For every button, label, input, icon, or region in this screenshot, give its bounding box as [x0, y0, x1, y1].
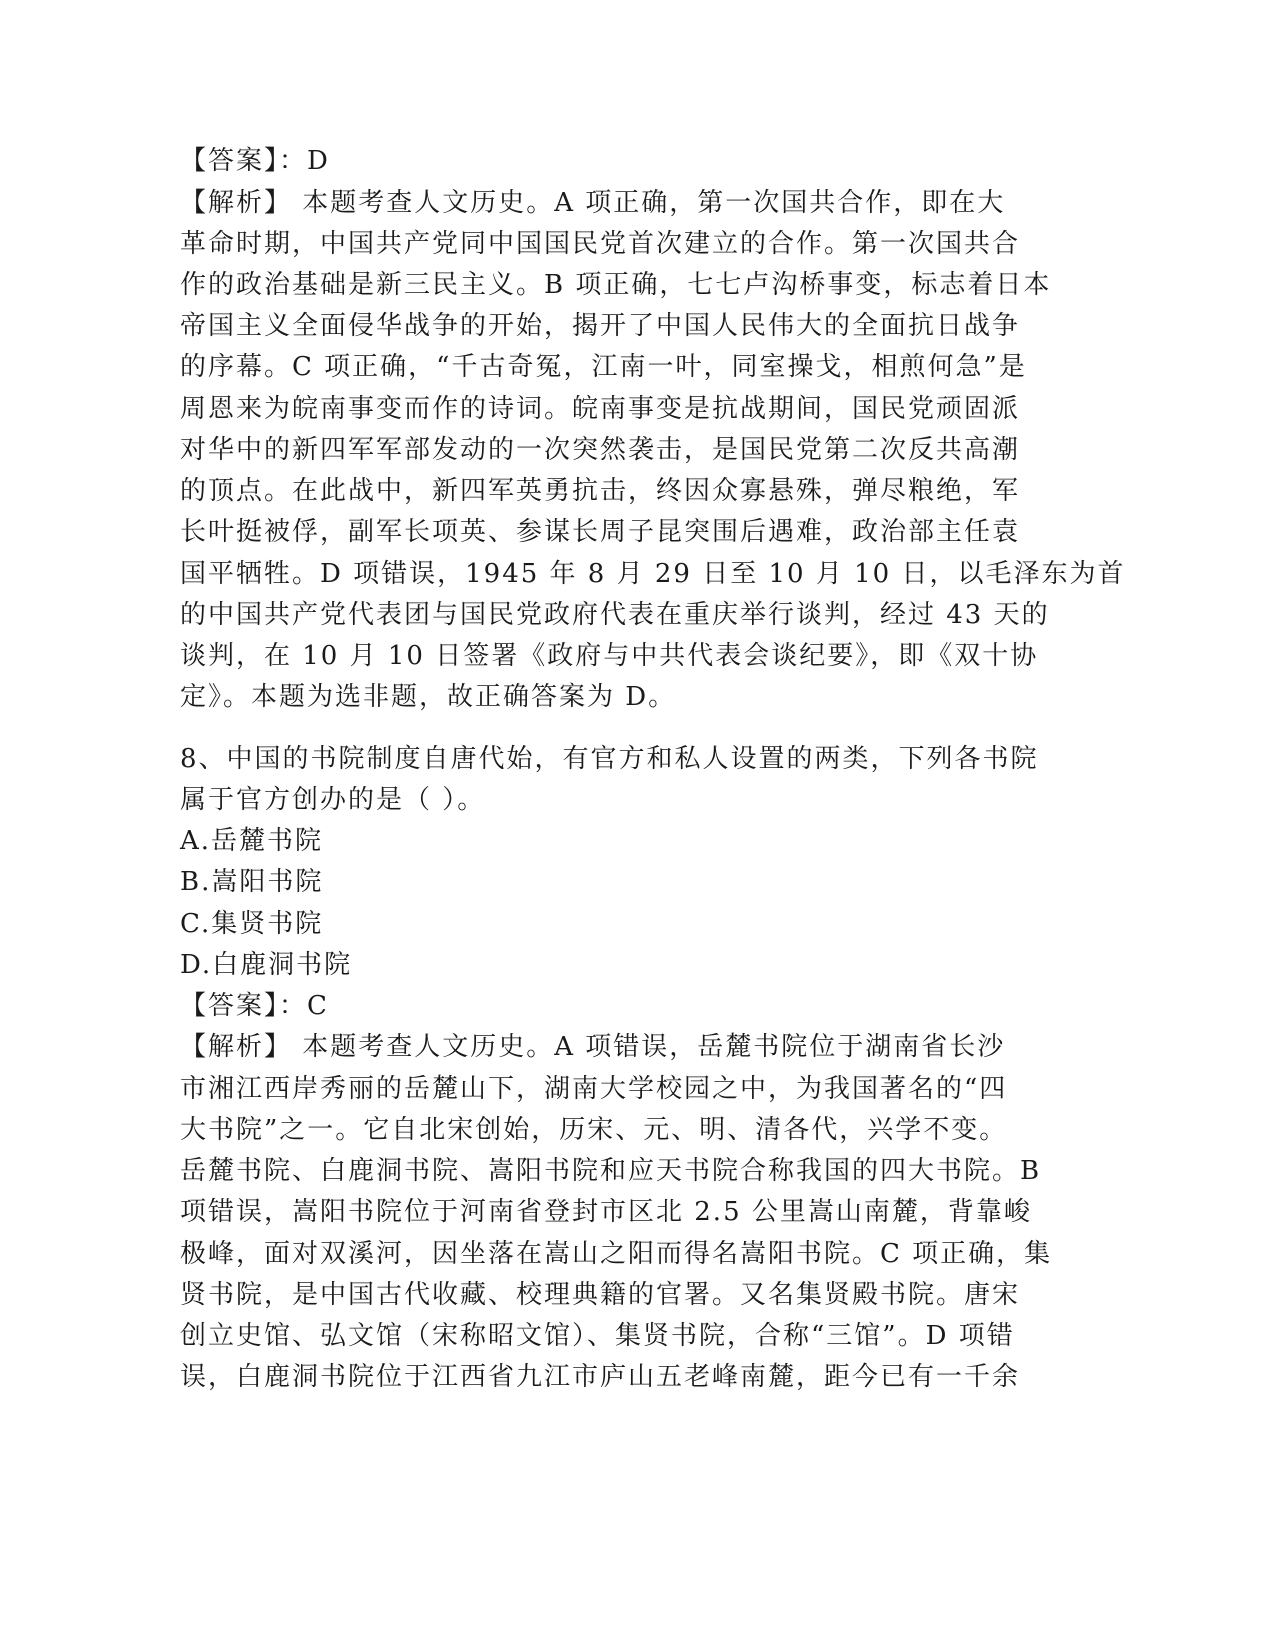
q8-option-b: B.嵩阳书院 — [180, 867, 324, 897]
q7-analysis-line: 国平牺牲。D 项错误，1945 年 8 月 29 日至 10 月 10 日，以毛泽东为首 — [180, 559, 1126, 589]
document-page — [180, 0, 1126, 1650]
q7-analysis-line: 作的政治基础是新三民主义。B 项正确，七七卢沟桥事变，标志着日本 — [180, 270, 1052, 300]
q8-question-line: 属于官方创办的是（ ）。 — [180, 785, 486, 815]
q7-analysis-line: 帝国主义全面侵华战争的开始，揭开了中国人民伟大的全面抗日战争 — [180, 311, 1021, 341]
q7-analysis-line: 定》。本题为选非题，故正确答案为 D。 — [180, 682, 677, 712]
q8-analysis-line: 创立史馆、弘文馆（宋称昭文馆）、集贤书院，合称“三馆”。D 项错 — [180, 1321, 1015, 1351]
q7-analysis-line: 的顶点。在此战中，新四军英勇抗击，终因众寡悬殊，弹尽粮绝，军 — [180, 476, 1021, 506]
q8-option-d: D.白鹿洞书院 — [180, 950, 353, 980]
q8-option-a: A.岳麓书院 — [180, 826, 324, 856]
q8-analysis-line: 项错误，嵩阳书院位于河南省登封市区北 2.5 公里嵩山南麓，背靠峻 — [180, 1197, 1032, 1227]
q7-analysis-line: 周恩来为皖南事变而作的诗词。皖南事变是抗战期间，国民党顽固派 — [180, 394, 1021, 424]
q8-analysis-line: 【解析】 本题考查人文历史。A 项错误，岳麓书院位于湖南省长沙 — [180, 1032, 1006, 1062]
q8-analysis-line: 市湘江西岸秀丽的岳麓山下，湖南大学校园之中，为我国著名的“四 — [180, 1074, 1008, 1104]
q7-analysis-line: 长叶挺被俘，副军长项英、参谋长周子昆突围后遇难，政治部主任袁 — [180, 517, 1021, 547]
q7-analysis-line: 对华中的新四军军部发动的一次突然袭击，是国民党第二次反共高潮 — [180, 435, 1021, 465]
q7-analysis-line: 革命时期，中国共产党同中国国民党首次建立的合作。第一次国共合 — [180, 229, 1021, 259]
q7-analysis-line: 谈判，在 10 月 10 日签署《政府与中共代表会谈纪要》，即《双十协 — [180, 641, 1039, 671]
q7-analysis-line: 【解析】 本题考查人文历史。A 项正确，第一次国共合作，即在大 — [180, 188, 1006, 218]
q7-answer: 【答案】：D — [180, 146, 330, 176]
q8-analysis-line: 误，白鹿洞书院位于江西省九江市庐山五老峰南麓，距今已有一千余 — [180, 1362, 1021, 1392]
q7-analysis-line: 的中国共产党代表团与国民党政府代表在重庆举行谈判，经过 43 天的 — [180, 600, 1050, 630]
q7-analysis-line: 的序幕。C 项正确，“千古奇冤，江南一叶，同室操戈，相煎何急”是 — [180, 352, 1027, 382]
q8-analysis-line: 极峰，面对双溪河，因坐落在嵩山之阳而得名嵩阳书院。C 项正确，集 — [180, 1239, 1053, 1269]
q8-answer: 【答案】：C — [180, 991, 329, 1021]
q8-analysis-line: 贤书院，是中国古代收藏、校理典籍的官署。又名集贤殿书院。唐宋 — [180, 1280, 1021, 1310]
q8-analysis-line: 大书院”之一。它自北宋创始，历宋、元、明、清各代，兴学不变。 — [180, 1115, 1008, 1145]
q8-option-c: C.集贤书院 — [180, 909, 324, 939]
q8-analysis-line: 岳麓书院、白鹿洞书院、嵩阳书院和应天书院合称我国的四大书院。B — [180, 1156, 1042, 1186]
q8-question-line: 8、中国的书院制度自唐代始，有官方和私人设置的两类，下列各书院 — [180, 744, 1039, 774]
